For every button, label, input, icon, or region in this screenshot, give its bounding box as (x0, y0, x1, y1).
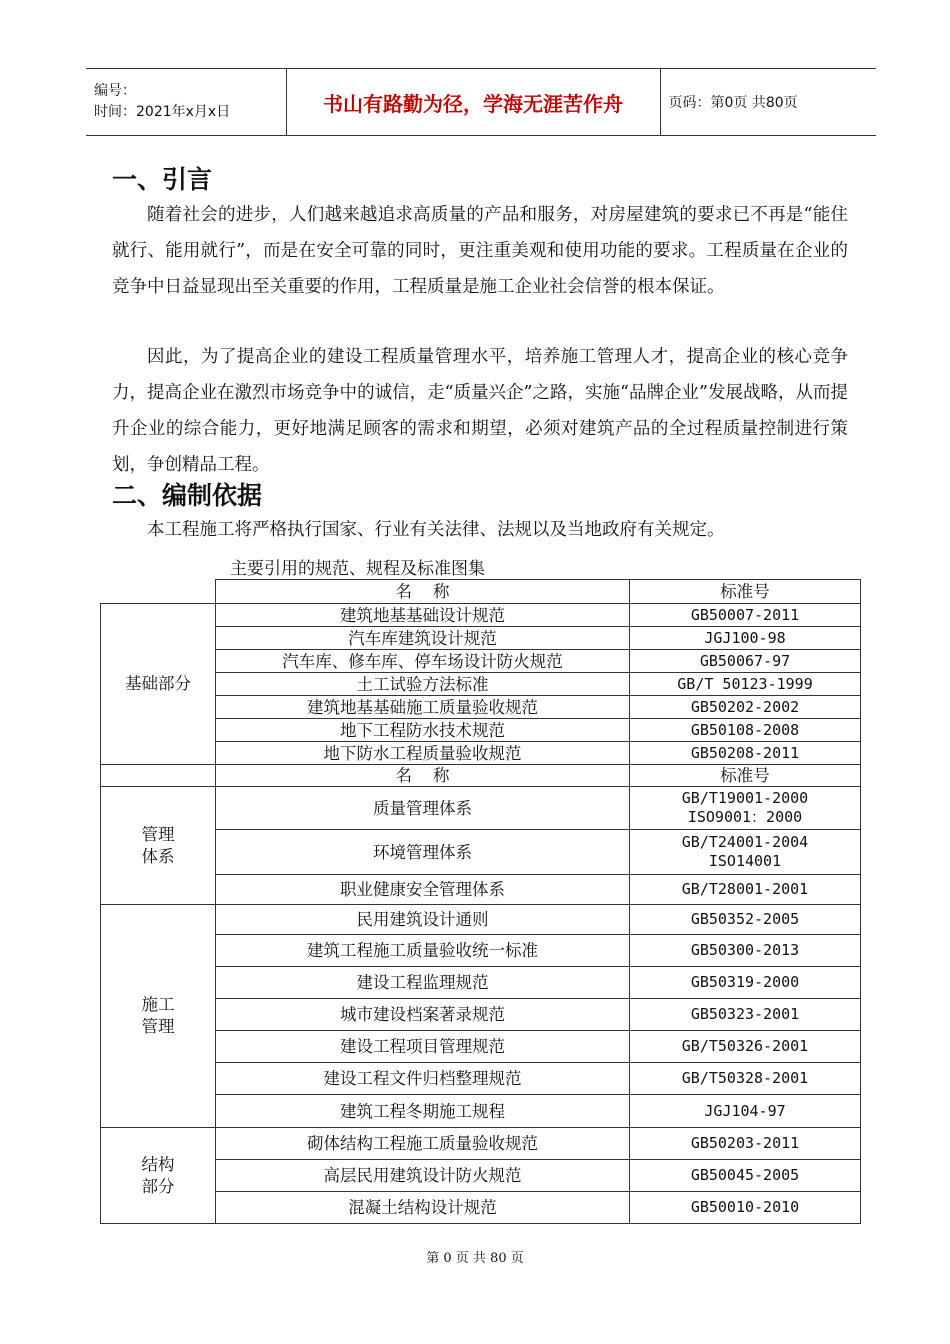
standard-code: GB50067-97 (630, 650, 861, 673)
standard-name: 质量管理体系 (216, 787, 630, 830)
header-meta (86, 69, 286, 136)
standard-name: 建设工程文件归档整理规范 (216, 1063, 630, 1095)
header-motto-cell (286, 69, 660, 136)
standard-code: GB50203-2011 (630, 1128, 861, 1160)
group-label-structure (101, 1128, 216, 1224)
standard-code (630, 787, 861, 830)
basis-paragraph-1: 本工程施工将严格执行国家、行业有关法律、法规以及当地政府有关规定。 (147, 520, 725, 540)
standard-code: GB50010-2010 (630, 1192, 861, 1224)
header-motto: 书山有路勤为径，学海无涯苦作舟 (323, 91, 623, 116)
table-row (101, 787, 861, 830)
group-label-line: 管理 (141, 824, 175, 844)
section-title-basis: 二、编制依据 (112, 481, 263, 510)
table-row (101, 604, 861, 627)
standard-code: GB/T50328-2001 (630, 1063, 861, 1095)
standard-code-line: GB/T24001-2004 (681, 833, 809, 851)
standard-code: GB/T28001-2001 (630, 875, 861, 905)
page-header (86, 68, 876, 136)
table-subheader-row (101, 765, 861, 787)
standard-code: GB50208-2011 (630, 742, 861, 765)
header-page-cell (660, 69, 876, 136)
standard-code: GB50202-2002 (630, 696, 861, 719)
header-time-label: 时间：2021年x月x日 (94, 104, 231, 120)
standard-code: JGJ100-98 (630, 627, 861, 650)
column-header-code: 标准号 (630, 580, 861, 604)
standard-code: GB/T50326-2001 (630, 1031, 861, 1063)
table-header-row (101, 580, 861, 604)
subheader-empty-cell (101, 765, 216, 787)
intro-paragraph-2: 因此，为了提高企业的建设工程质量管理水平，培养施工管理人才，提高企业的核心竞争力，提高企业在激烈市场竞争中的诚信，走“质量兴企”之路，实施“品牌企业”发展战略，从而提升企业的综合能力，更好地满足顾客的需求和期望，必须对建筑产品的全过程质量控制进行策划，争创精品工程。 (112, 347, 848, 475)
table-row (101, 1128, 861, 1160)
standard-name: 砌体结构工程施工质量验收规范 (216, 1128, 630, 1160)
standard-name: 地下防水工程质量验收规范 (216, 742, 630, 765)
standard-name: 地下工程防水技术规范 (216, 719, 630, 742)
header-empty-cell (101, 580, 216, 604)
section-title-intro: 一、引言 (112, 165, 213, 194)
standard-name: 民用建筑设计通则 (216, 905, 630, 935)
standard-name: 汽车库建筑设计规范 (216, 627, 630, 650)
standard-name: 高层民用建筑设计防火规范 (216, 1160, 630, 1192)
standard-name: 建设工程监理规范 (216, 967, 630, 999)
standard-name: 混凝土结构设计规范 (216, 1192, 630, 1224)
column-header-name: 名 称 (216, 580, 630, 604)
standard-code (630, 830, 861, 875)
standard-name: 汽车库、修车库、停车场设计防火规范 (216, 650, 630, 673)
intro-paragraph-1: 随着社会的进步，人们越来越追求高质量的产品和服务，对房屋建筑的要求已不再是“能住就行、能用就行”，而是在安全可靠的同时，更注重美观和使用功能的要求。工程质量在企业的竞争中日益显现出至关重要的作用，工程质量是施工企业社会信誉的根本保证。 (112, 205, 848, 297)
group-label-line: 部分 (141, 1176, 175, 1196)
standard-name: 城市建设档案著录规范 (216, 999, 630, 1031)
header-page-label: 页码：第0页 共80页 (668, 95, 798, 111)
group-label-line: 体系 (141, 846, 175, 866)
table-caption: 主要引用的规范、规程及标准图集 (230, 559, 485, 579)
group-label-management-system (101, 787, 216, 905)
standard-name: 建筑地基基础设计规范 (216, 604, 630, 627)
standard-name: 环境管理体系 (216, 830, 630, 875)
page-footer: 第 0 页 共 80 页 (426, 1251, 524, 1266)
standard-code: GB50108-2008 (630, 719, 861, 742)
standard-name: 职业健康安全管理体系 (216, 875, 630, 905)
standard-code: GB50045-2005 (630, 1160, 861, 1192)
group-label-construction-management (101, 905, 216, 1128)
group-label-line: 结构 (141, 1154, 175, 1174)
standard-name: 建筑工程冬期施工规程 (216, 1095, 630, 1128)
standard-code: GB50300-2013 (630, 935, 861, 967)
standards-table (100, 579, 861, 1224)
table-row (101, 905, 861, 935)
standard-code-line: ISO14001 (708, 852, 782, 870)
header-code-label: 编号： (94, 83, 136, 99)
standard-code: GB50323-2001 (630, 999, 861, 1031)
group-label-line: 管理 (141, 1017, 175, 1036)
standard-name: 土工试验方法标准 (216, 673, 630, 696)
standard-code: GB50319-2000 (630, 967, 861, 999)
standard-name: 建设工程项目管理规范 (216, 1031, 630, 1063)
standard-code-line: ISO9001：2000 (687, 808, 803, 826)
standard-name: 建筑工程施工质量验收统一标准 (216, 935, 630, 967)
group-label-foundation: 基础部分 (101, 604, 216, 765)
standard-name: 建筑地基基础施工质量验收规范 (216, 696, 630, 719)
standard-code: JGJ104-97 (630, 1095, 861, 1128)
group-label-line: 施工 (141, 995, 175, 1014)
column-header-code: 标准号 (630, 765, 861, 787)
standard-code: GB50007-2011 (630, 604, 861, 627)
standard-code-line: GB/T19001-2000 (681, 789, 809, 807)
standard-code: GB/T 50123-1999 (630, 673, 861, 696)
standard-code: GB50352-2005 (630, 905, 861, 935)
column-header-name: 名 称 (216, 765, 630, 787)
